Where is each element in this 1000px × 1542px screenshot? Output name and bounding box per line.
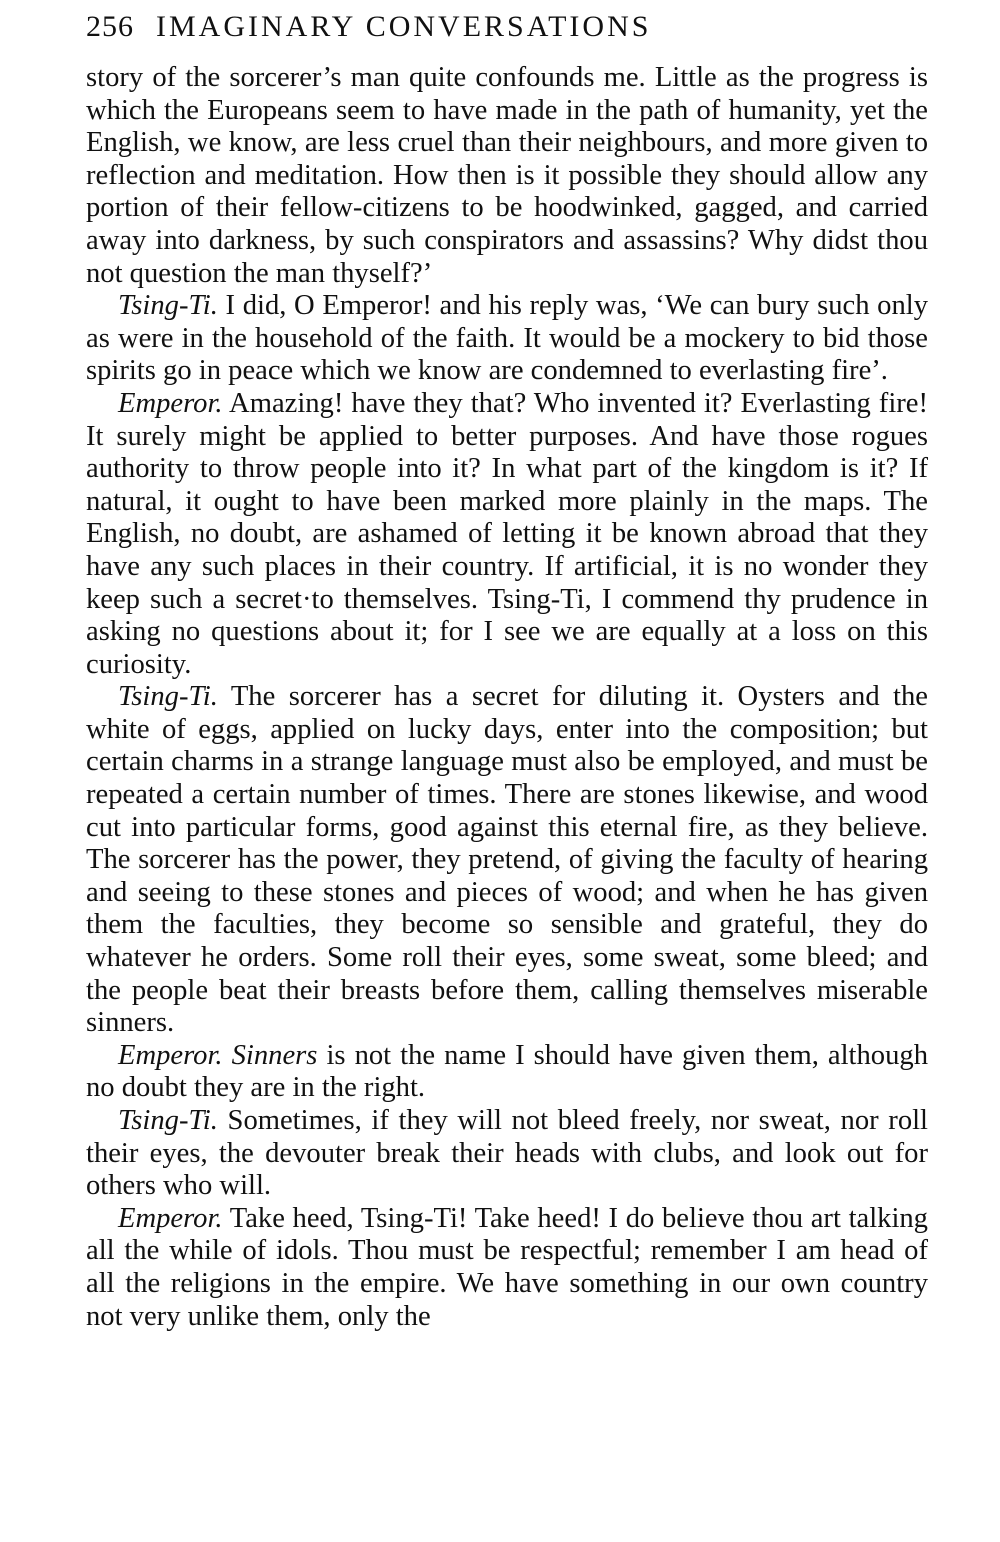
emphasized-word: Sinners [231, 1039, 318, 1071]
paragraph-text: Amazing! have they that? Who invented it? Everlasting fire! It surely might be applied to better purposes. And have those rogues authority to throw people into it? In what part of the kingdom is it? If natural, it ought to have been marked more plainly in the maps. The English, no doubt, are ashamed of letting it be known abroad that they have any such places in their country. If artificial, it is no wonder they keep such a secret·to themselves. Tsing-Ti, I commend thy prudence in asking no questions about it; for I see we are equally at a loss on this curiosity. [86, 387, 928, 680]
body-text [86, 62, 928, 1333]
paragraph [86, 1040, 928, 1105]
speaker-name: Emperor. [118, 1039, 223, 1071]
paragraph [86, 681, 928, 1040]
paragraph-text: Sometimes, if they will not bleed freely, nor sweat, nor roll their eyes, the devouter break their heads with clubs, and look out for others who will. [86, 1105, 929, 1202]
paragraph [86, 388, 928, 681]
speaker-name: Tsing-Ti. [118, 290, 218, 322]
running-header [86, 4, 928, 62]
paragraph-text: Take heed, Tsing-Ti! Take heed! I do believe thou art talking all the while of idols. Thou must be respectful; remember I am head of all the religions in the empire. We have something in our own country not very unlike them, only the [86, 1202, 928, 1332]
paragraph [86, 62, 928, 290]
paragraph-text: is not the name I should have given them, although no doubt they are in the right. [86, 1039, 928, 1104]
paragraph-text: The sorcerer has a secret for diluting it. Oysters and the white of eggs, applied on lucky days, enter into the composition; but certain charms in a strange language must also be employed, and must be repeated a certain number of times. There are stones likewise, and wood cut into particular forms, good against this eternal fire, as they believe. The sorcerer has the power, they pretend, of giving the faculty of hearing and seeing to these stones and pieces of wood; and when he has given them the faculties, they become so sensible and grateful, they do whatever he orders. Some roll their eyes, some sweat, some bleed; and the people beat their breasts before them, calling themselves miserable sinners. [86, 681, 928, 1039]
paragraph [86, 1203, 928, 1333]
speaker-name: Emperor. [118, 1202, 223, 1234]
paragraph [86, 1105, 928, 1203]
running-title: IMAGINARY CONVERSATIONS [156, 10, 652, 43]
paragraph-text: story of the sorcerer’s man quite confounds me. Little as the progress is which the Europeans seem to have made in the path of humanity, yet the English, we know, are less cruel than their neighbours, and more given to reflection and meditation. How then is it possible they should allow any portion of their fellow-citizens to be hoodwinked, gagged, and carried away into darkness, by such conspirators and assassins? Why didst thou not question the man thyself?’ [86, 62, 928, 289]
speaker-name: Emperor. [118, 387, 223, 419]
book-page [86, 4, 928, 1333]
paragraph-text: I did, O Emperor! and his reply was, ‘We can bury such only as were in the household of the faith. It would be a mockery to bid those spirits go in peace which we know are condemned to everlasting fire’. [86, 290, 928, 387]
page-number: 256 [86, 10, 134, 43]
speaker-name: Tsing-Ti. [118, 681, 218, 713]
paragraph [86, 290, 928, 388]
speaker-name: Tsing-Ti. [118, 1105, 218, 1136]
